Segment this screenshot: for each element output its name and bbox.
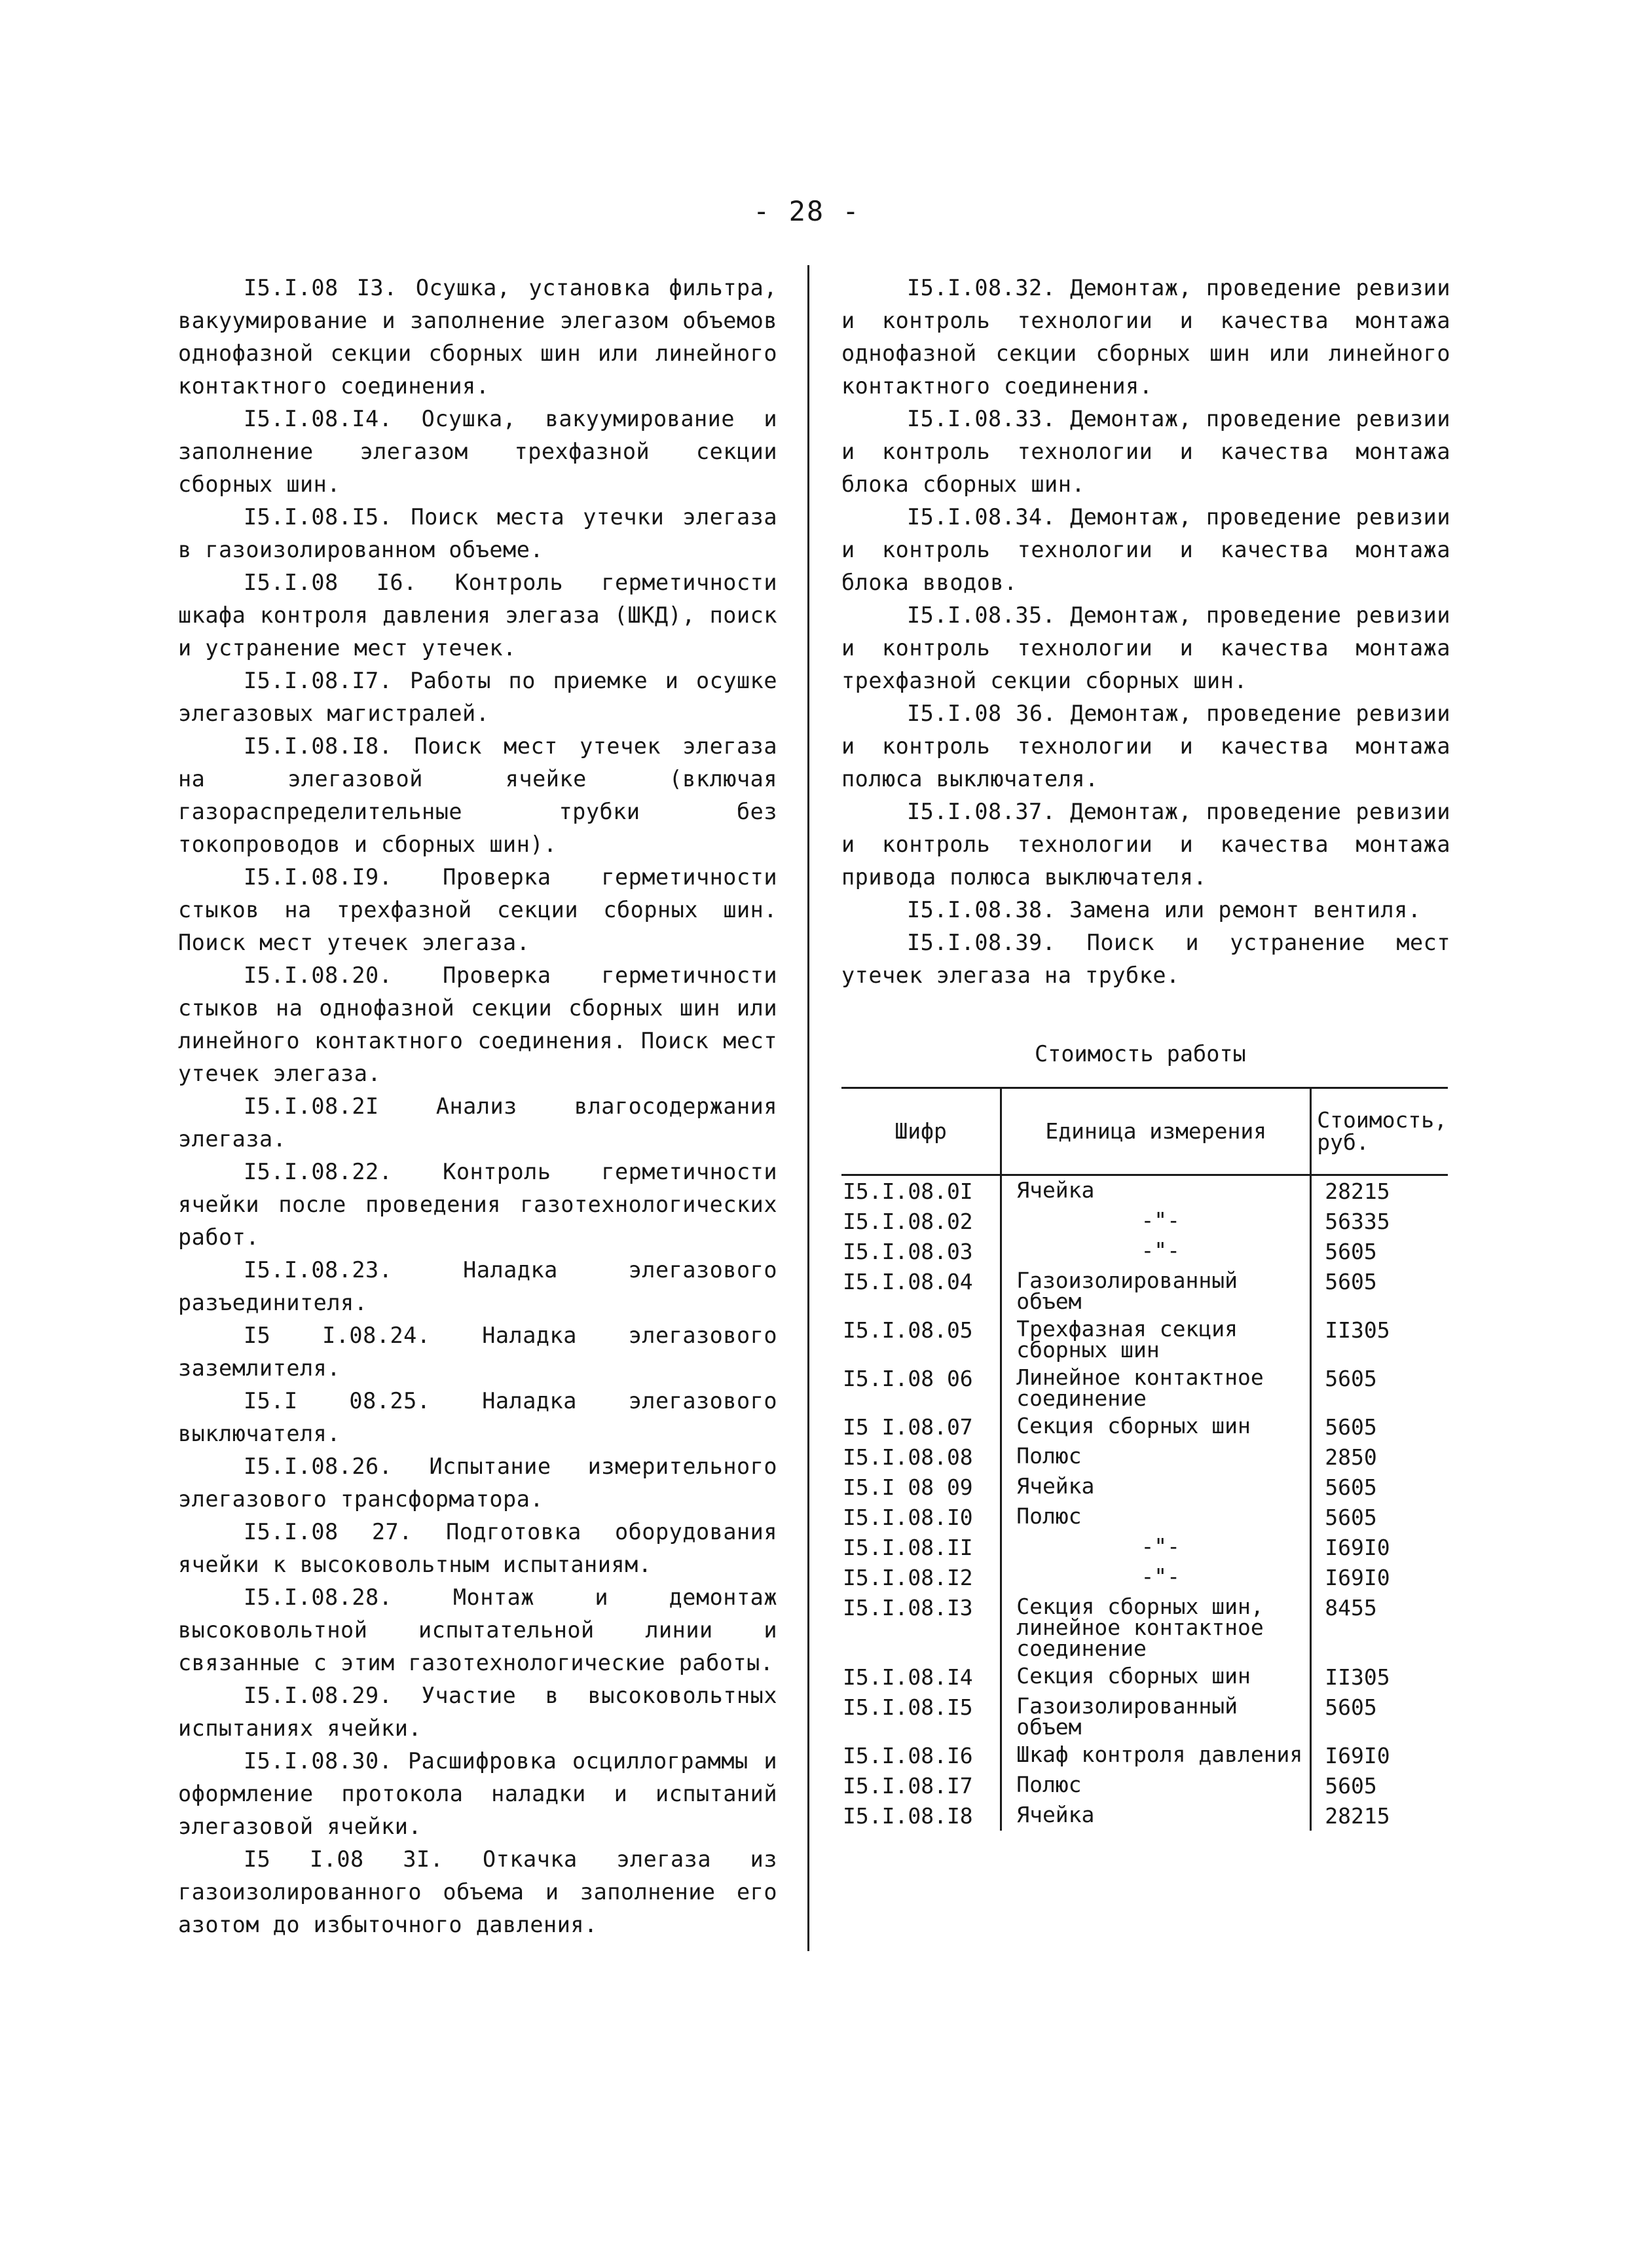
paragraph: I5.I.08 I3. Осушка, установка фильтра, вакуумирование и заполнение элегазом объемов однофазной секции сборных шин или линейного контактного соединения. xyxy=(178,275,777,399)
paragraph: I5.I 08.25. Наладка элегазового выключателя. xyxy=(178,1388,777,1446)
paragraph: I5.I.08.29. Участие в высоковольтных испытаниях ячейки. xyxy=(178,1683,777,1741)
table-caption: Стоимость работы xyxy=(1035,1041,1246,1067)
row-code: I5.I.08.I7 xyxy=(841,1770,1001,1801)
paragraph: I5.I.08.I4. Осушка, вакуумирование и заполнение элегазом трехфазной секции сборных шин. xyxy=(178,406,777,497)
table-row xyxy=(841,1662,1448,1692)
row-cost: 5605 xyxy=(1325,1474,1377,1500)
row-unit: Ячейка xyxy=(1001,1472,1311,1502)
row-code: I5.I.08.I3 xyxy=(841,1592,1001,1662)
paragraph: I5.I.08.35. Демонтаж, проведение ревизии и контроль технологии и качества монтажа трехфазной секции сборных шин. xyxy=(841,602,1450,693)
row-code: I5.I.08.I4 xyxy=(841,1662,1001,1692)
table-row xyxy=(841,1442,1448,1472)
row-unit: Газоизолированный объем xyxy=(1001,1692,1311,1740)
table-row xyxy=(841,1801,1448,1831)
row-unit: Линейное контактное соединение xyxy=(1001,1363,1311,1412)
row-code: I5.I.08 06 xyxy=(841,1363,1001,1412)
paragraph: I5 I.08 3I. Откачка элегаза из газоизолированного объема и заполнение его азотом до избыточного давления. xyxy=(178,1846,777,1937)
row-cost: 5605 xyxy=(1325,1366,1377,1391)
row-cost: 28215 xyxy=(1325,1179,1390,1204)
paragraph: I5.I.08.38. Замена или ремонт вентиля. xyxy=(907,897,1422,923)
row-unit: Полюс xyxy=(1001,1770,1311,1801)
row-code: I5.I.08.02 xyxy=(841,1206,1001,1236)
page-number: - 28 - xyxy=(753,195,860,227)
table-row xyxy=(841,1412,1448,1442)
row-code: I5.I.08.I5 xyxy=(841,1692,1001,1740)
row-unit: Газоизолированный объем xyxy=(1001,1266,1311,1315)
header-cost: Стоимость, руб. xyxy=(1311,1088,1448,1175)
row-code: I5.I.08.05 xyxy=(841,1315,1001,1363)
row-cost: I69I0 xyxy=(1325,1535,1390,1560)
row-cost: 56335 xyxy=(1325,1209,1390,1234)
row-unit: -"- xyxy=(1001,1562,1311,1592)
paragraph: I5.I.08.22. Контроль герметичности ячейки после проведения газотехнологических работ. xyxy=(178,1159,777,1250)
paragraph: I5.I.08.I9. Проверка герметичности стыков на трехфазной секции сборных шин. Поиск мест утечек элегаза. xyxy=(178,864,777,955)
paragraph: I5.I.08.23. Наладка элегазового разъединителя. xyxy=(178,1257,777,1315)
row-unit: Трехфазная секция сборных шин xyxy=(1001,1315,1311,1363)
paragraph: I5.I.08 36. Демонтаж, проведение ревизии и контроль технологии и качества монтажа полюса выключателя. xyxy=(841,701,1450,792)
row-cost: 5605 xyxy=(1325,1694,1377,1720)
row-unit: Полюс xyxy=(1001,1442,1311,1472)
row-code: I5 I.08.07 xyxy=(841,1412,1001,1442)
table-row xyxy=(841,1770,1448,1801)
row-unit: Секция сборных шин, линейное контактное соединение xyxy=(1001,1592,1311,1662)
row-unit: -"- xyxy=(1001,1236,1311,1266)
paragraph: I5.I.08.28. Монтаж и демонтаж высоковольтной испытательной линии и связанные с этим газотехнологические работы. xyxy=(178,1584,777,1675)
row-code: I5.I.08.04 xyxy=(841,1266,1001,1315)
table-row xyxy=(841,1472,1448,1502)
row-code: I5.I.08.I2 xyxy=(841,1562,1001,1592)
paragraph: I5.I.08.39. Поиск и устранение мест утечек элегаза на трубке. xyxy=(841,930,1450,988)
table-row xyxy=(841,1175,1448,1207)
cost-table-body xyxy=(841,1175,1448,1831)
row-cost: 5605 xyxy=(1325,1505,1377,1530)
row-cost: I69I0 xyxy=(1325,1565,1390,1590)
paragraph: I5.I.08 27. Подготовка оборудования ячейки к высоковольтным испытаниям. xyxy=(178,1519,777,1577)
row-cost: 5605 xyxy=(1325,1414,1377,1440)
table-row xyxy=(841,1502,1448,1532)
row-code: I5.I.08.I0 xyxy=(841,1502,1001,1532)
table-row xyxy=(841,1692,1448,1740)
row-cost: II305 xyxy=(1325,1664,1390,1690)
table-row xyxy=(841,1592,1448,1662)
table-row xyxy=(841,1266,1448,1315)
paragraph: I5.I.08.37. Демонтаж, проведение ревизии и контроль технологии и качества монтажа привода полюса выключателя. xyxy=(841,799,1450,890)
row-code: I5.I.08.II xyxy=(841,1532,1001,1562)
header-unit: Единица измерения xyxy=(1001,1088,1311,1175)
row-code: I5.I.08.I8 xyxy=(841,1801,1001,1831)
paragraph: I5.I.08.2I Анализ влагосодержания элегаза. xyxy=(178,1093,777,1152)
table-row xyxy=(841,1315,1448,1363)
paragraph: I5.I.08.33. Демонтаж, проведение ревизии и контроль технологии и качества монтажа блока сборных шин. xyxy=(841,406,1450,497)
row-cost: 2850 xyxy=(1325,1444,1377,1470)
table-row xyxy=(841,1236,1448,1266)
row-unit: Секция сборных шин xyxy=(1001,1662,1311,1692)
paragraph: I5 I.08.24. Наладка элегазового заземлителя. xyxy=(178,1323,777,1381)
paragraph: I5.I.08.I8. Поиск мест утечек элегаза на элегазовой ячейке (включая газораспределительные трубки без токопроводов и сборных шин). xyxy=(178,733,777,857)
paragraph: I5.I.08.32. Демонтаж, проведение ревизии и контроль технологии и качества монтажа однофазной секции сборных шин или линейного контактного соединения. xyxy=(841,275,1450,399)
row-cost: 8455 xyxy=(1325,1595,1377,1620)
row-code: I5.I.08.03 xyxy=(841,1236,1001,1266)
row-unit: Шкаф контроля давления xyxy=(1001,1740,1311,1770)
cost-table xyxy=(841,1087,1448,1831)
row-code: I5.I.08.0I xyxy=(841,1175,1001,1207)
paragraph: I5.I.08.20. Проверка герметичности стыков на однофазной секции сборных шин или линейного контактного соединения. Поиск мест утечек элегаза. xyxy=(178,962,777,1086)
row-cost: I69I0 xyxy=(1325,1743,1390,1768)
table-row xyxy=(841,1562,1448,1592)
row-cost: 5605 xyxy=(1325,1239,1377,1264)
table-row xyxy=(841,1363,1448,1412)
paragraph: I5.I.08 I6. Контроль герметичности шкафа контроля давления элегаза (ШКД), поиск и устранение мест утечек. xyxy=(178,570,777,661)
row-cost: II305 xyxy=(1325,1317,1390,1343)
paragraph: I5.I.08.I7. Работы по приемке и осушке элегазовых магистралей. xyxy=(178,668,777,726)
paragraph: I5.I.08.34. Демонтаж, проведение ревизии и контроль технологии и качества монтажа блока вводов. xyxy=(841,504,1450,595)
row-unit: Ячейка xyxy=(1001,1801,1311,1831)
paragraph: I5.I.08.26. Испытание измерительного элегазового трансформатора. xyxy=(178,1454,777,1512)
paragraph: I5.I.08.I5. Поиск места утечки элегаза в газоизолированном объеме. xyxy=(178,504,777,562)
row-code: I5.I.08.I6 xyxy=(841,1740,1001,1770)
table-header-row xyxy=(841,1088,1448,1175)
row-unit: Ячейка xyxy=(1001,1175,1311,1207)
table-row xyxy=(841,1532,1448,1562)
row-cost: 5605 xyxy=(1325,1773,1377,1799)
row-unit: Полюс xyxy=(1001,1502,1311,1532)
row-cost: 5605 xyxy=(1325,1269,1377,1294)
left-column xyxy=(178,272,777,1941)
column-divider xyxy=(807,265,809,1951)
table-row xyxy=(841,1740,1448,1770)
row-unit: -"- xyxy=(1001,1206,1311,1236)
table-row xyxy=(841,1206,1448,1236)
row-unit: -"- xyxy=(1001,1532,1311,1562)
row-code: I5.I 08 09 xyxy=(841,1472,1001,1502)
right-column xyxy=(841,272,1450,992)
row-unit: Секция сборных шин xyxy=(1001,1412,1311,1442)
row-cost: 28215 xyxy=(1325,1803,1390,1829)
header-code: Шифр xyxy=(841,1088,1001,1175)
paragraph: I5.I.08.30. Расшифровка осциллограммы и оформление протокола наладки и испытаний элегазовой ячейки. xyxy=(178,1748,777,1839)
row-code: I5.I.08.08 xyxy=(841,1442,1001,1472)
